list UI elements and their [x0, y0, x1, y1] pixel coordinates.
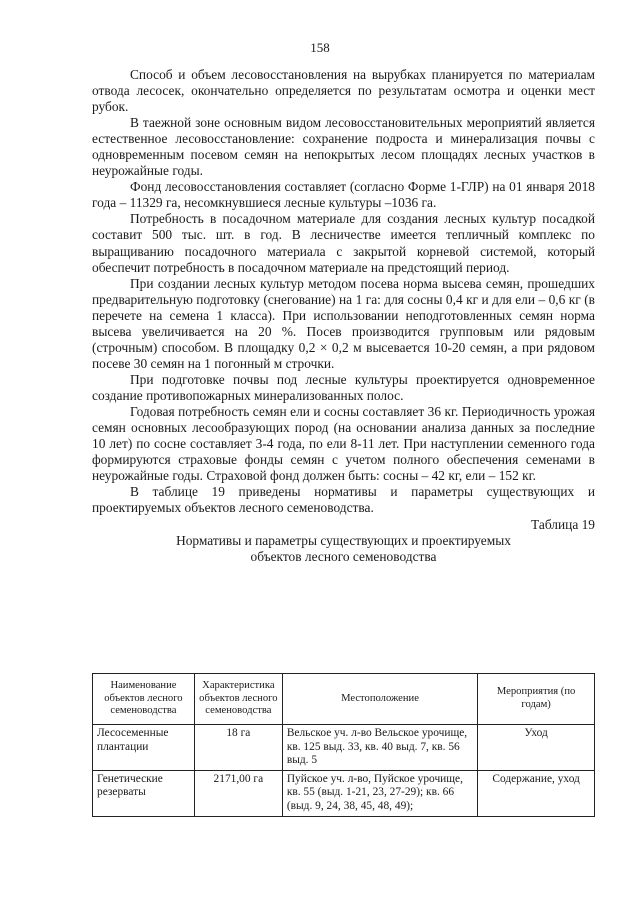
table-header-row: [93, 674, 595, 725]
cell-characteristic: 2171,00 га: [194, 770, 282, 816]
table-row: [93, 770, 595, 816]
cell-object-name: Генетические резерваты: [93, 770, 195, 816]
header-object-name: Наименование объектов лесного семеноводства: [93, 674, 195, 725]
paragraph: В таежной зоне основным видом лесовосстановительных мероприятий является естественное лесовосстановление: сохранение подроста и минерализация почвы с одновременным посевом семян на непокрытых лесом площадях лесных участков в неурожайные годы.: [92, 115, 595, 179]
paragraph: При создании лесных культур методом посева норма высева семян, прошедших предварительную подготовку (снегование) на 1 га: для сосны 0,4 кг и для ели – 0,6 кг (в перечете на семена 1 класса). При использовании неподготовленных семян норма высева увеличивается на 20 %. Посев производится групповым или рядовым (строчным) способом. В площадку 0,2 × 0,2 м высевается 10-20 семян, а при рядовом посеве 30 семян на 1 погонный м строчки.: [92, 275, 595, 371]
seed-objects-table: [92, 673, 595, 817]
paragraph: Потребность в посадочном материале для создания лесных культур посадкой составит 500 тыс. шт. в год. В лесничестве имеется тепличный комплекс по выращиванию посадочного материала с закрытой корневой системой, который обеспечит потребность в посадочном материале на предстоящий период.: [92, 211, 595, 275]
cell-location: Вельское уч. л-во Вельское урочище, кв. 125 выд. 33, кв. 40 выд. 7, кв. 56 выд. 5: [282, 725, 477, 771]
cell-characteristic: 18 га: [194, 725, 282, 771]
table-title-line2: объектов лесного семеноводства: [250, 549, 437, 565]
document-body: [92, 67, 595, 565]
cell-object-name: Лесосеменные плантации: [93, 725, 195, 771]
table-row: [93, 725, 595, 771]
table-title-line1: Нормативы и параметры существующих и проектируемых: [176, 533, 511, 549]
paragraph: При подготовке почвы под лесные культуры проектируется одновременное создание противопожарных минерализованных полос.: [92, 371, 595, 403]
table-label: Таблица 19: [531, 517, 595, 533]
paragraph: Способ и объем лесовосстановления на вырубках планируется по материалам отвода лесосек, окончательно определяется по результатам осмотра и оценки мест рубок.: [92, 67, 595, 115]
header-measures: Мероприятия (по годам): [478, 674, 595, 725]
paragraph: Фонд лесовосстановления составляет (согласно Форме 1-ГЛР) на 01 января 2018 года – 11329 га, несомкнувшиеся лесные культуры –1036 га.: [92, 179, 595, 211]
cell-measures: Уход: [478, 725, 595, 771]
cell-measures: Содержание, уход: [478, 770, 595, 816]
header-location: Местоположение: [282, 674, 477, 725]
page-number: 158: [310, 40, 330, 55]
cell-location: Пуйское уч. л-во, Пуйское урочище, кв. 55 (выд. 1-21, 23, 27-29); кв. 66 (выд. 9, 24, 38, 45, 48, 49);: [282, 770, 477, 816]
paragraph: Годовая потребность семян ели и сосны составляет 36 кг. Периодичность урожая семян основных лесообразующих пород (на основании анализа данных за последние 10 лет) по сосне составляет 3-4 года, по ели 8-11 лет. При наступлении семенного года формируются страховые фонды семян с учетом полного обеспечения семенами в неурожайные годы. Страховой фонд должен быть: сосны – 42 кг, ели – 152 кг.: [92, 403, 595, 484]
header-characteristic: Характеристика объектов лесного семеноводства: [194, 674, 282, 725]
paragraph: В таблице 19 приведены нормативы и параметры существующих и проектируемых объектов лесного семеноводства.: [92, 484, 595, 516]
